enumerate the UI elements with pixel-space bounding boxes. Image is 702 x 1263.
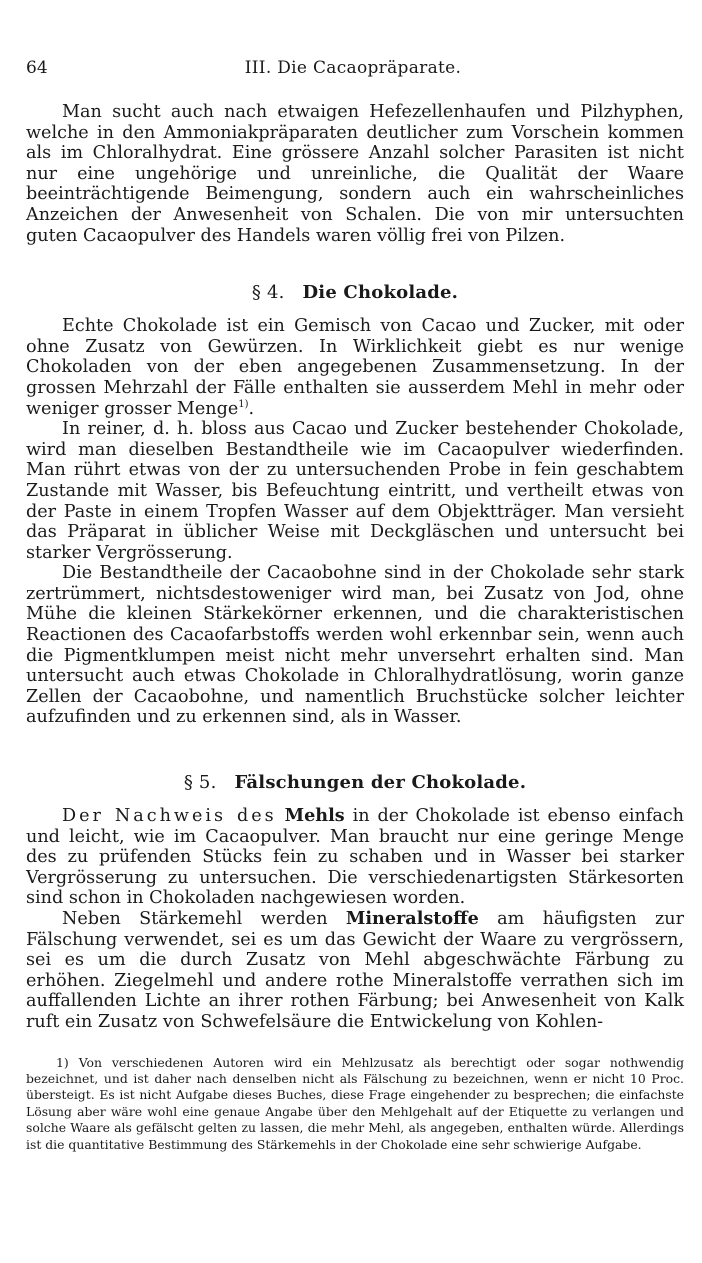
section-4-paragraph-1-text: Echte Chokolade ist ein Gemisch von Cacao und Zucker, mit oder ohne Zusatz von Gewürzen. In Wirklichkeit giebt es nur wenige Chokoladen von der eben angegebenen Zusammensetzung. In der grossen Mehrzahl der Fälle enthalten sie ausserdem Mehl in mehr oder weniger grosser Menge [26, 316, 684, 419]
section-4-paragraph-1 [26, 316, 684, 419]
page-number: 64 [26, 58, 48, 78]
footnote-marker: 1) [238, 398, 249, 410]
page-header [26, 58, 684, 84]
section-4-paragraph-1-end: . [248, 398, 255, 419]
section-5-heading [26, 772, 684, 793]
footnote-1: 1) Von verschiedenen Autoren wird ein Mehlzusatz als berechtigt oder sogar nothwendig bezeichnet, und ist daher nach denselben nicht als Fälschung zu bezeichnen, wenn er nicht 10 Proc. übersteigt. Es ist nicht Aufgabe dieses Buches, diese Frage eingehender zu besprechen; die einfachste Lösung aber wäre wohl eine genaue Angabe über den Mehlgehalt auf der Etiquette zu verlangen und solche Waare als gefälscht gelten zu lassen, die mehr Mehl, als angegeben, enthalten würde. Allerdings ist die quantitative Bestimmung des Stärkemehls in der Chokolade eine sehr schwierige Aufgabe. [26, 1054, 684, 1152]
section-5-paragraph-2-start: Neben Stärkemehl werden [62, 909, 328, 929]
section-4-title: Die Chokolade. [302, 282, 459, 304]
section-4-heading [26, 282, 684, 303]
keyword-mehls: Mehls [284, 805, 345, 827]
section-5-paragraph-2 [26, 909, 684, 1033]
section-5-paragraph-2-text: am häufigsten zur Fälschung verwendet, sei es um das Gewicht der Waare zu vergrössern, sei es um die durch Zusatz von Mehl abgeschwächte Färbung zu erhöhen. Ziegelmehl und andere rothe Mineralstoffe verrathen sich im auffallenden Lichte an ihrer rothen Färbung; bei Anwesenheit von Kalk ruft ein Zusatz von Schwefelsäure die Entwickelung von Kohlen- [26, 909, 684, 1032]
section-5-paragraph-1 [26, 806, 684, 909]
book-page [26, 58, 684, 1153]
section-5-number: § 5. [183, 772, 217, 794]
section-5-paragraph-1-spaced: Der Nachweis des [62, 806, 277, 827]
section-4-paragraph-2: In reiner, d. h. bloss aus Cacao und Zucker bestehender Chokolade, wird man dieselben Bestandtheile wie im Cacaopulver wiederfinden. Man rührt etwas von der zu untersuchenden Probe in fein geschabtem Zustande mit Wasser, bis Befeuchtung eintritt, und vertheilt etwas von der Paste in einem Tropfen Wasser auf dem Objektträger. Man versieht das Präparat in üblicher Weise mit Deckgläschen und untersucht bei starker Vergrösserung. [26, 419, 684, 563]
keyword-mineralstoffe: Mineralstoffe [345, 908, 479, 929]
intro-paragraph: Man sucht auch nach etwaigen Hefezellenhaufen und Pilzhyphen, welche in den Ammoniakpräparaten deutlicher zum Vorschein kommen als im Chloralhydrat. Eine grössere Anzahl solcher Parasiten ist nicht nur eine ungehörige und unreinliche, die Qualität der Waare beeinträchtigende Beimengung, sondern auch ein wahrscheinliches Anzeichen der Anwesenheit von Schalen. Die von mir untersuchten guten Cacaopulver des Handels waren völlig frei von Pilzen. [26, 102, 684, 246]
section-4-paragraph-3: Die Bestandtheile der Cacaobohne sind in der Chokolade sehr stark zertrümmert, nichtsdestoweniger wird man, bei Zusatz von Jod, ohne Mühe die kleinen Stärkekörner erkennen, und die charakteristischen Reactionen des Cacaofarbstoffs werden wohl erkennbar sein, wenn auch die Pigmentklumpen meist nicht mehr unversehrt erhalten sind. Man untersucht auch etwas Chokolade in Chloralhydratlösung, worin ganze Zellen der Cacaobohne, und namentlich Bruchstücke solcher leichter aufzufinden und zu erkennen sind, als in Wasser. [26, 563, 684, 728]
section-5-title: Fälschungen der Chokolade. [234, 772, 527, 794]
section-5-paragraph-1-text: in der Chokolade ist ebenso einfach und leicht, wie im Cacaopulver. Man braucht nur eine geringe Menge des zu prüfenden Stücks fein zu schaben und in Wasser bei starker Vergrösserung zu untersuchen. Die verschiedenartigsten Stärkesorten sind schon in Chokoladen nachgewiesen worden. [26, 806, 685, 909]
section-4-number: § 4. [251, 282, 285, 304]
footnotes [26, 1055, 684, 1153]
running-title: III. Die Cacaopräparate. [244, 58, 462, 78]
